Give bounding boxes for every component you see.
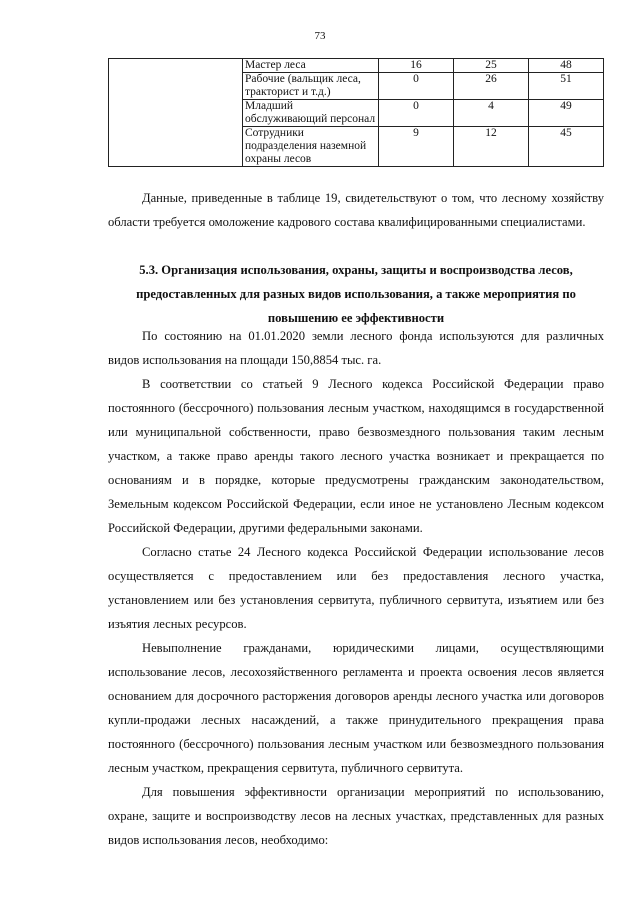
table-cell-value: 45 <box>529 127 604 167</box>
table-cell-value: 4 <box>454 100 529 127</box>
table-row <box>109 59 604 73</box>
table-cell-label: Рабочие (вальщик леса, тракторист и т.д.) <box>243 73 379 100</box>
table-cell-value: 16 <box>379 59 454 73</box>
page-number: 73 <box>314 30 326 42</box>
table-conclusion <box>108 186 604 234</box>
table-cell-value: 51 <box>529 73 604 100</box>
paragraph: Для повышения эффективности организации мероприятий по использованию, охране, защите и воспроизводству лесов на лесных участках, представленных для разных видов использования лесов, необходимо: <box>108 785 604 847</box>
staff-table <box>108 58 604 167</box>
table-cell-label: Младший обслуживающий персонал <box>243 100 379 127</box>
paragraph: Данные, приведенные в таблице 19, свидетельствуют о том, что лесному хозяйству области требуется омоложение кадрового состава квалифицированными специалистами. <box>108 191 604 229</box>
section-body <box>108 324 604 852</box>
paragraph: Согласно статье 24 Лесного кодекса Российской Федерации использование лесов осуществляется с предоставлением или без предоставления лесного участка, установлением или без установления сервитута, публичного сервитута, изъятием или без изъятия лесных ресурсов. <box>108 545 604 631</box>
paragraph: Невыполнение гражданами, юридическими лицами, осуществляющими использование лесов, лесохозяйственного регламента и проекта освоения лесов является основанием для досрочного расторжения договоров аренды лесного участка или договоров купли-продажи лесных насаждений, а также принудительного прекращения права постоянного (бессрочного) пользования лесным участком или безвозмездного пользования лесным участком, прекращения сервитута, публичного сервитута. <box>108 641 604 775</box>
table-cell-value: 0 <box>379 100 454 127</box>
table-cell-value: 25 <box>454 59 529 73</box>
table-cell-value: 49 <box>529 100 604 127</box>
paragraph: По состоянию на 01.01.2020 земли лесного фонда используются для различных видов использования на площади 150,8854 тыс. га. <box>108 329 604 367</box>
table-cell-value: 9 <box>379 127 454 167</box>
table-cell-value: 0 <box>379 73 454 100</box>
table-cell-label: Сотрудники подразделения наземной охраны лесов <box>243 127 379 167</box>
table-cell-value: 48 <box>529 59 604 73</box>
table-empty-cell <box>109 59 243 167</box>
table-cell-value: 26 <box>454 73 529 100</box>
section-heading: 5.3. Организация использования, охраны, защиты и воспроизводства лесов, предоставленных для разных видов использования, а также мероприятия по повышению ее эффективности <box>136 263 576 325</box>
table-cell-value: 12 <box>454 127 529 167</box>
paragraph: В соответствии со статьей 9 Лесного кодекса Российской Федерации право постоянного (бессрочного) пользования лесным участком, находящимся в государственной или муниципальной собственности, право безвозмездного пользования таким лесным участком, а также право аренды такого лесного участка возникает и прекращается по основаниям и в порядке, которые предусмотрены гражданским законодательством, Земельным кодексом Российской Федерации, если иное не установлено Лесным кодексом Российской Федерации, другими федеральными законами. <box>108 377 604 535</box>
table-cell-label: Мастер леса <box>243 59 379 73</box>
